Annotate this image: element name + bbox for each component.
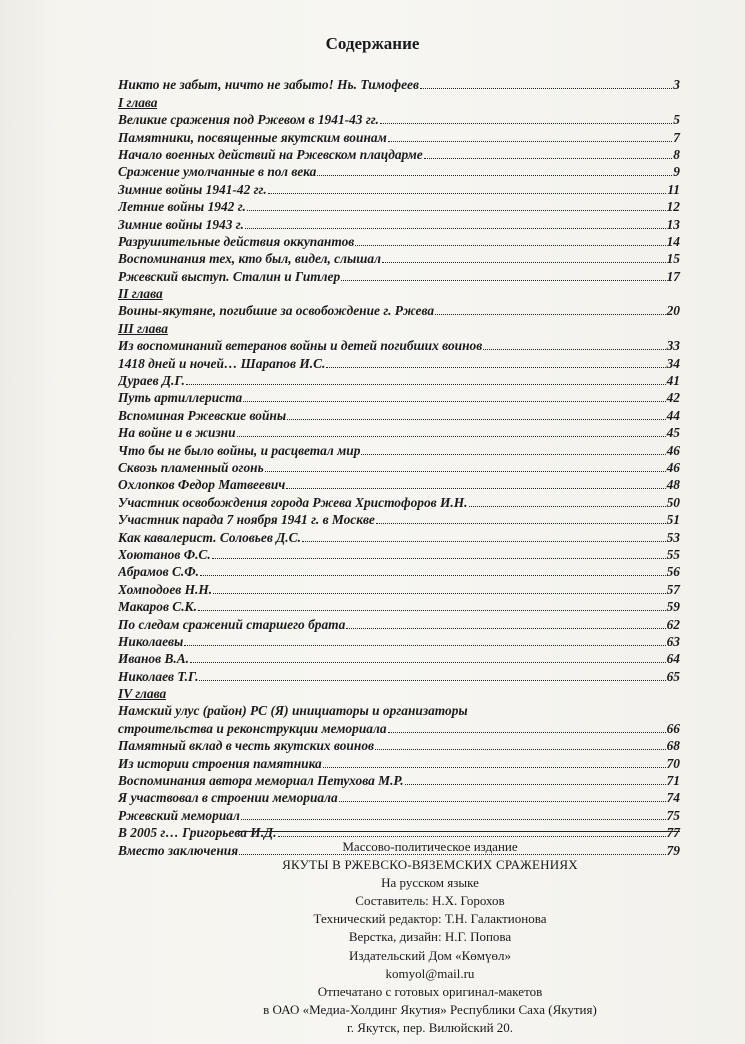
toc-dot-leader: [380, 123, 672, 124]
toc-dot-leader: [237, 436, 666, 437]
toc-chapter-heading: [118, 285, 680, 302]
toc-page-number: 7: [673, 129, 680, 145]
toc-page-number: 66: [666, 720, 680, 736]
toc-page-number: 70: [666, 755, 680, 771]
toc-entry: [118, 633, 680, 650]
edition-type: Массово-политическое издание: [342, 839, 518, 854]
toc-entry-title: III глава: [118, 320, 168, 336]
toc-page-number: 65: [666, 668, 680, 684]
toc-entry: [118, 702, 680, 719]
toc-page-number: 34: [666, 355, 680, 371]
toc-dot-leader: [361, 454, 665, 455]
toc-page-number: 68: [666, 738, 680, 754]
toc-entry-title: Разрушительные действия оккупантов: [118, 233, 355, 249]
toc-page-number: 33: [666, 338, 680, 354]
toc-entry: [118, 215, 680, 232]
toc-entry-title: Вспоминая Ржевские войны: [118, 407, 287, 423]
toc-dot-leader: [302, 541, 666, 542]
toc-entry: [118, 772, 680, 789]
toc-entry-title: Иванов В.А.: [118, 651, 190, 667]
toc-entry-title: Зимние войны 1943 г.: [118, 216, 244, 232]
toc-page-number: 74: [666, 790, 680, 806]
toc-page-number: 5: [673, 112, 680, 128]
toc-page-number: 62: [666, 616, 680, 632]
toc-dot-leader: [286, 488, 665, 489]
toc-entry-title: Памятный вклад в честь якутских воинов: [118, 738, 374, 754]
toc-entry-title: Начало военных действий на Ржевском плацдарме: [118, 146, 423, 162]
toc-entry: [118, 180, 680, 197]
toc-dot-leader: [243, 401, 665, 402]
publisher-name: Издательский Дом «Көмүөл»: [349, 947, 511, 963]
toc-entry-title: Памятники, посвященные якутским воинам: [118, 129, 387, 145]
toc-entry-title: Никто не забыт, ничто не забыто! Нь. Тимофеев: [118, 77, 419, 93]
toc-entry-title: Намский улус (район) РС (Я) инициаторы и организаторы: [118, 703, 468, 719]
toc-page-number: 42: [666, 390, 680, 406]
toc-entry-title: Как кавалерист. Соловьев Д.С.: [118, 529, 301, 545]
toc-page-number: 15: [666, 251, 680, 267]
compiler-credit: Составитель: Н.Х. Горохов: [355, 893, 505, 909]
toc-dot-leader: [245, 228, 666, 229]
toc-page-number: 13: [666, 216, 680, 232]
toc-page-number: 75: [666, 807, 680, 823]
toc-page-number: 14: [666, 233, 680, 249]
toc-page-number: 46: [666, 459, 680, 475]
toc-dot-leader: [326, 367, 665, 368]
toc-page-number: 51: [666, 512, 680, 528]
toc-entry-title: Участник освобождения города Ржева Христофоров И.Н.: [118, 494, 468, 510]
toc-dot-leader: [265, 471, 666, 472]
toc-dot-leader: [339, 801, 666, 802]
toc-page-number: 8: [673, 146, 680, 162]
toc-entry-title: Николаевы: [118, 633, 184, 649]
toc-entry: [118, 111, 680, 128]
toc-dot-leader: [190, 662, 666, 663]
toc-dot-leader: [435, 314, 666, 315]
toc-dot-leader: [198, 610, 666, 611]
toc-page-number: 48: [666, 477, 680, 493]
toc-entry: [118, 528, 680, 545]
toc-dot-leader: [184, 645, 665, 646]
toc-dot-leader: [376, 523, 666, 524]
toc-page-number: 56: [666, 564, 680, 580]
toc-entry: [118, 146, 680, 163]
toc-entry-title: I глава: [118, 94, 158, 110]
toc-entry: [118, 267, 680, 284]
toc-page-number: 55: [666, 546, 680, 562]
toc-entry: [118, 650, 680, 667]
toc-page-number: 9: [673, 164, 680, 180]
toc-page-number: 41: [666, 373, 680, 389]
toc-entry: [118, 198, 680, 215]
toc-entry-title: Ржевский мемориал: [118, 807, 240, 823]
toc-page-number: 57: [666, 581, 680, 597]
toc-entry-title: Хомподоев Н.Н.: [118, 581, 213, 597]
toc-entry: [118, 598, 680, 615]
toc-entry: [118, 354, 680, 371]
divider-line: [236, 831, 680, 832]
toc-entry: [118, 459, 680, 476]
toc-entry-title: Макаров С.К.: [118, 599, 197, 615]
toc-entry-title: Из воспоминаний ветеранов войны и детей погибших воинов: [118, 338, 483, 354]
toc-page-number: 11: [667, 181, 680, 197]
printer-address: г. Якутск, пер. Вилюйский 20.: [346, 1019, 514, 1035]
toc-dot-leader: [186, 384, 666, 385]
toc-page-number: 59: [666, 599, 680, 615]
toc-page-number: 45: [666, 425, 680, 441]
toc-entry: [118, 406, 680, 423]
toc-page-number: 50: [666, 494, 680, 510]
toc-dot-leader: [241, 819, 666, 820]
toc-entry: [118, 615, 680, 632]
toc-entry: [118, 493, 680, 510]
toc-page-number: 71: [666, 773, 680, 789]
toc-page-number: 53: [666, 529, 680, 545]
toc-dot-leader: [212, 558, 666, 559]
toc-dot-leader: [405, 784, 666, 785]
toc-entry: [118, 806, 680, 823]
toc-dot-leader: [469, 506, 666, 507]
toc-entry-title: Из истории строения памятника: [118, 755, 322, 771]
toc-entry-title: Охлопков Федор Матвеевич: [118, 477, 286, 493]
toc-dot-leader: [199, 680, 665, 681]
toc-entry-title: Воины-якутяне, погибшие за освобождение г. Ржева: [118, 303, 435, 319]
toc-entry-title: По следам сражений старшего брата: [118, 616, 346, 632]
toc-entry-title: Дураев Д.Г.: [118, 373, 185, 389]
toc-entry: [118, 563, 680, 580]
toc-page-number: 63: [666, 633, 680, 649]
printer-name: в ОАО «Медиа-Холдинг Якутия» Республики Саха (Якутия): [263, 1001, 597, 1017]
toc-entry: [118, 163, 680, 180]
toc-entry: [118, 737, 680, 754]
layout-credit: Верстка, дизайн: Н.Г. Попова: [348, 929, 512, 945]
book-title: ЯКУТЫ В РЖЕВСКО-ВЯЗЕМСКИХ СРАЖЕНИЯХ: [282, 857, 578, 873]
toc-entry-title: Воспоминания тех, кто был, видел, слышал: [118, 251, 381, 267]
toc-entry-title: Летние войны 1942 г.: [118, 199, 246, 215]
toc-dot-leader: [247, 210, 666, 211]
toc-entry: [118, 389, 680, 406]
toc-entry-title: Сквозь пламенный огонь: [118, 459, 264, 475]
toc-entry-title: Путь артиллериста: [118, 390, 243, 406]
toc-entry: [118, 789, 680, 806]
toc-page-number: 17: [666, 268, 680, 284]
toc-entry-title: 1418 дней и ночей… Шарапов И.С.: [118, 355, 326, 371]
toc-entry-title: Абрамов С.Ф.: [118, 564, 200, 580]
page-title: Содержание: [325, 34, 420, 53]
toc-dot-leader: [200, 575, 666, 576]
toc-page-number: 77: [666, 825, 680, 841]
toc-page-number: 44: [666, 407, 680, 423]
toc-entry-title: Зимние войны 1941-42 гг.: [118, 181, 267, 197]
imprint-block: [150, 838, 710, 1037]
toc-entry-title: Хоютанов Ф.С.: [118, 546, 211, 562]
toc-entry-title: Николаев Т.Г.: [118, 668, 199, 684]
toc-page-number: 20: [666, 303, 680, 319]
tech-editor-credit: Технический редактор: Т.Н. Галактионова: [313, 911, 547, 927]
toc-entry: [118, 546, 680, 563]
toc-dot-leader: [323, 767, 666, 768]
toc-entry-title: Ржевский выступ. Сталин и Гитлер: [118, 268, 341, 284]
toc-dot-leader: [388, 141, 673, 142]
toc-entry: [118, 424, 680, 441]
toc-entry-title: строительства и реконструкции мемориала: [118, 720, 387, 736]
toc-dot-leader: [355, 245, 665, 246]
toc-entry: [118, 233, 680, 250]
toc-dot-leader: [213, 593, 665, 594]
toc-dot-leader: [287, 419, 665, 420]
toc-dot-leader: [268, 193, 667, 194]
toc-chapter-heading: [118, 93, 680, 110]
table-of-contents: [118, 76, 680, 859]
toc-entry-title: Великие сражения под Ржевом в 1941-43 гг.: [118, 112, 379, 128]
toc-entry-title: IV глава: [118, 686, 167, 702]
toc-page-number: 46: [666, 442, 680, 458]
toc-dot-leader: [341, 280, 665, 281]
toc-dot-leader: [388, 732, 666, 733]
toc-dot-leader: [375, 749, 666, 750]
toc-page-number: 64: [666, 651, 680, 667]
toc-entry: [118, 302, 680, 319]
toc-entry: [118, 719, 680, 736]
toc-entry: [118, 754, 680, 771]
toc-entry: [118, 476, 680, 493]
toc-entry-title: Сражение умолчанные в пол века: [118, 164, 317, 180]
toc-entry: [118, 667, 680, 684]
language-note: На русском языке: [381, 875, 479, 891]
toc-entry: [118, 580, 680, 597]
toc-entry-title: Участник парада 7 ноября 1941 г. в Москве: [118, 512, 375, 528]
toc-page-number: 3: [673, 77, 680, 93]
toc-dot-leader: [346, 628, 665, 629]
toc-entry: [118, 441, 680, 458]
publisher-email: komyol@mail.ru: [385, 965, 475, 981]
toc-chapter-heading: [118, 685, 680, 702]
toc-entry: [118, 128, 680, 145]
toc-dot-leader: [424, 158, 673, 159]
toc-entry-title: II глава: [118, 286, 163, 302]
toc-entry: [118, 250, 680, 267]
toc-entry-title: На войне и в жизни: [118, 425, 236, 441]
toc-entry-title: Воспоминания автора мемориал Петухова М.Р.: [118, 773, 404, 789]
toc-dot-leader: [483, 349, 665, 350]
toc-chapter-heading: [118, 319, 680, 336]
toc-page-number: 79: [666, 842, 680, 858]
toc-dot-leader: [317, 175, 672, 176]
toc-dot-leader: [382, 262, 666, 263]
toc-entry: [118, 372, 680, 389]
toc-entry-title: Вместо заключения: [118, 842, 239, 858]
toc-page-number: 12: [666, 199, 680, 215]
toc-entry-title: Я участвовал в строении мемориала: [118, 790, 338, 806]
toc-entry: [118, 76, 680, 93]
printing-note: Отпечатано с готовых оригинал-макетов: [317, 983, 543, 999]
toc-entry-title: Что бы не было войны, и расцветал мир: [118, 442, 361, 458]
toc-dot-leader: [420, 88, 672, 89]
toc-entry: [118, 337, 680, 354]
toc-entry: [118, 511, 680, 528]
toc-entry-title: В 2005 г… Григорьева И.Д.: [118, 825, 277, 841]
